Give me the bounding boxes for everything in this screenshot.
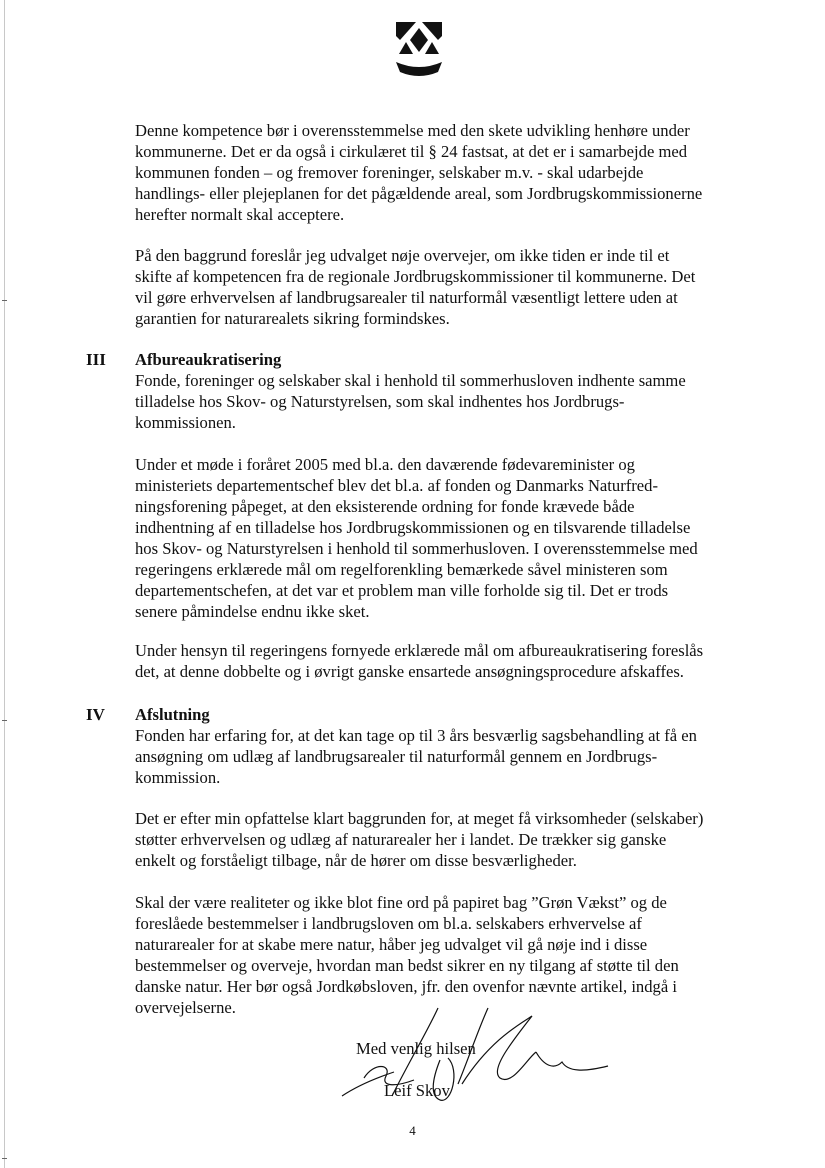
text-line: kommissionen. — [135, 413, 236, 432]
text-line: indhentning af en tilladelse hos Jordbrugskommissionen og en tilsvarende tilladelse — [135, 518, 691, 537]
scan-edge-mark — [2, 1158, 7, 1159]
section-afbureaukratisering — [135, 349, 757, 433]
text-line: senere påmindelse endnu ikke sket. — [135, 602, 370, 621]
text-line: hos Skov- og Naturstyrelsen i henhold til sommerhusloven. I overensstemmelse med — [135, 539, 698, 558]
scan-edge-mark — [2, 300, 7, 301]
text-line: kommunerne. Det er da også i cirkulæret til § 24 fastsat, at det er i samarbejde med — [135, 142, 688, 161]
text-line: regeringens erklærede mål om regelforenkling bemærkede såvel ministeren som — [135, 560, 668, 579]
text-line: støtter erhvervelsen og udlæg af naturarealer her i landet. De trækker sig ganske — [135, 830, 667, 849]
text-line: kommission. — [135, 768, 221, 787]
text-line: På den baggrund foreslår jeg udvalget nøje overvejer, om ikke tiden er inde til et — [135, 246, 670, 265]
section-number: III — [86, 350, 106, 369]
paragraph-competence — [135, 120, 757, 225]
text-line: herefter normalt skal acceptere. — [135, 205, 345, 224]
signatory-name: Leif Skov — [384, 1081, 450, 1100]
text-line: departementschefen, at det var et problem man ville forholde sig til. Det er trods — [135, 581, 669, 600]
text-line: overvejelserne. — [135, 998, 236, 1017]
text-line: kommunen fonden – og fremover foreninger, selskaber m.v. - skal udarbejde — [135, 163, 644, 182]
page-number: 4 — [409, 1123, 416, 1138]
text-line: Under hensyn til regeringens fornyede erklærede mål om afbureaukratisering foreslås — [135, 641, 704, 660]
section-afslutning — [135, 704, 757, 788]
section-heading: Afslutning — [135, 705, 210, 724]
text-line: bestemmelser og overveje, hvordan man bedst sikrer en ny tilgang af støtte til den — [135, 956, 679, 975]
section-heading: Afbureaukratisering — [135, 350, 282, 369]
municipal-crest-icon — [390, 20, 448, 82]
text-line: garantien for naturarealets sikring formindskes. — [135, 309, 450, 328]
scan-edge-line — [4, 0, 5, 1168]
closing-greeting: Med venlig hilsen — [356, 1039, 476, 1058]
text-line: ansøgning om udlæg af landbrugsarealer til naturformål gennem en Jordbrugs- — [135, 747, 658, 766]
text-line: Det er efter min opfattelse klart baggrunden for, at meget få virksomheder (selskaber) — [135, 809, 704, 828]
text-line: skifte af kompetencen fra de regionale Jordbrugskommissioner til kommunerne. Det — [135, 267, 696, 286]
text-line: Under et møde i foråret 2005 med bl.a. den daværende fødevareminister og — [135, 455, 635, 474]
paragraph-meeting — [135, 454, 757, 622]
paragraph-proposal — [135, 245, 757, 329]
text-line: Denne kompetence bør i overensstemmelse med den skete udvikling henhøre under — [135, 121, 690, 140]
paragraph-recommendation — [135, 640, 757, 682]
text-line: naturarealer for at skabe mere natur, håber jeg udvalget vil gå nøje ind i disse — [135, 935, 648, 954]
text-line: vil gøre erhvervelsen af landbrugsarealer til naturformål væsentligt lettere uden at — [135, 288, 678, 307]
text-line: det, at denne dobbelte og i øvrigt ganske ensartede ansøgningsprocedure afskaffes. — [135, 662, 684, 681]
text-line: enkelt og forståeligt tilbage, når de hører om disse besværligheder. — [135, 851, 577, 870]
text-line: Skal der være realiteter og ikke blot fine ord på papiret bag ”Grøn Vækst” og de — [135, 893, 667, 912]
text-line: handlings- eller plejeplanen for det pågældende areal, som Jordbrugskommissionerne — [135, 184, 703, 203]
text-line: tilladelse hos Skov- og Naturstyrelsen, som skal indhentes hos Jordbrugs- — [135, 392, 625, 411]
text-line: ministeriets departementschef blev det bl.a. af fonden og Danmarks Naturfred- — [135, 476, 658, 495]
text-line: Fonden har erfaring for, at det kan tage op til 3 års besværlig sagsbehandling at få en — [135, 726, 697, 745]
text-line: ningsforening påpeget, at den eksisterende ordning for fonde krævede både — [135, 497, 635, 516]
handwritten-signature — [340, 1000, 620, 1110]
text-line: Fonde, foreninger og selskaber skal i henhold til sommerhusloven indhente samme — [135, 371, 686, 390]
paragraph-experience — [135, 808, 757, 871]
text-line: foreslåede bestemmelser i landbrugsloven om bl.a. selskabers erhvervelse af — [135, 914, 642, 933]
text-line: danske natur. Her bør også Jordkøbsloven, jfr. den ovenfor nævnte artikel, indgå i — [135, 977, 677, 996]
section-number: IV — [86, 705, 105, 724]
scan-edge-mark — [2, 720, 7, 721]
